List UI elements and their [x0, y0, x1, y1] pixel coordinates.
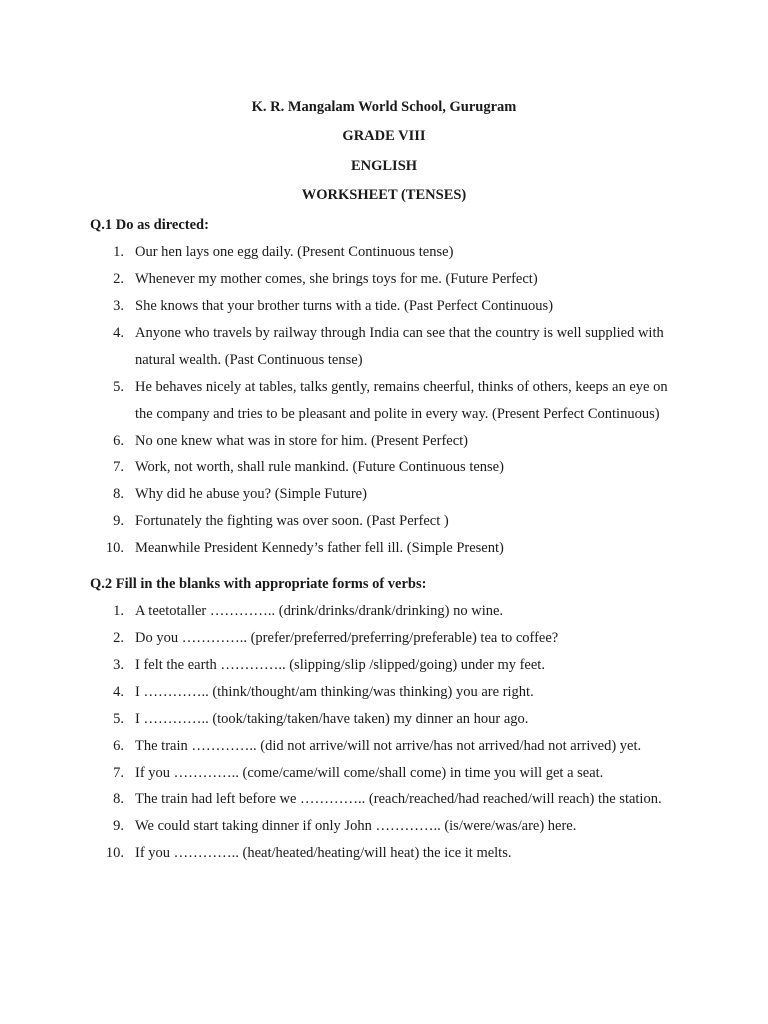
- q2-item: [90, 840, 678, 867]
- q2-item: [90, 652, 678, 679]
- item-number: 7.: [113, 764, 124, 781]
- q1-item: [90, 535, 678, 562]
- item-text: Do you ………….. (prefer/preferred/preferring/preferable) tea to coffee?: [135, 629, 559, 646]
- item-text: He behaves nicely at tables, talks gently, remains cheerful, thinks of others, keeps an eye on the company and tries to be pleasant and polite in every way. (Present Perfect Continuous): [135, 378, 668, 422]
- item-text: Why did he abuse you? (Simple Future): [135, 486, 367, 503]
- item-text: We could start taking dinner if only John ………….. (is/were/was/are) here.: [135, 818, 577, 835]
- q2-item: [90, 760, 678, 787]
- item-number: 5.: [113, 378, 124, 395]
- q1-list: [90, 239, 678, 562]
- q2-list: [90, 598, 678, 867]
- item-number: 1.: [113, 603, 124, 620]
- item-text: Meanwhile President Kennedy’s father fell ill. (Simple Present): [135, 540, 504, 557]
- item-number: 4.: [113, 324, 124, 341]
- item-number: 3.: [113, 656, 124, 673]
- item-text: Whenever my mother comes, she brings toys for me. (Future Perfect): [135, 271, 538, 288]
- item-text: Anyone who travels by railway through India can see that the country is well supplied with natural wealth. (Past Continuous tense): [135, 324, 664, 368]
- item-text: No one knew what was in store for him. (Present Perfect): [135, 432, 469, 449]
- item-number: 7.: [113, 459, 124, 476]
- item-text: I ………….. (took/taking/taken/have taken) my dinner an hour ago.: [135, 710, 529, 727]
- item-number: 10.: [105, 845, 124, 862]
- item-text: She knows that your brother turns with a tide. (Past Perfect Continuous): [135, 298, 554, 314]
- item-number: 8.: [113, 486, 124, 503]
- item-text: I ………….. (think/thought/am thinking/was thinking) you are right.: [135, 683, 534, 700]
- item-text: If you ………….. (come/came/will come/shall come) in time you will get a seat.: [135, 764, 604, 781]
- q2-item: [90, 679, 678, 706]
- school-name: K. R. Mangalam World School, Gurugram: [251, 99, 517, 115]
- item-text: If you ………….. (heat/heated/heating/will heat) the ice it melts.: [135, 845, 512, 862]
- q1-item: [90, 293, 678, 320]
- item-text: Work, not worth, shall rule mankind. (Future Continuous tense): [135, 459, 504, 476]
- item-text: I felt the earth ………….. (slipping/slip /slipped/going) under my feet.: [135, 656, 545, 673]
- q2-item: [90, 733, 678, 760]
- q2-item: [90, 813, 678, 840]
- item-number: 9.: [113, 513, 124, 530]
- item-number: 4.: [113, 683, 124, 700]
- q1-item: [90, 454, 678, 481]
- q2-item: [90, 706, 678, 733]
- item-number: 6.: [113, 737, 124, 754]
- q2-item: [90, 598, 678, 625]
- grade-title: GRADE VIII: [342, 128, 426, 145]
- q2-item: [90, 625, 678, 652]
- q1-item: [90, 374, 678, 428]
- q1-item: [90, 320, 678, 374]
- q1-item: [90, 266, 678, 293]
- q1-title: Q.1 Do as directed:: [90, 217, 209, 234]
- q2-item: [90, 786, 678, 813]
- q2-title: Q.2 Fill in the blanks with appropriate forms of verbs:: [90, 576, 427, 593]
- q1-item: [90, 428, 678, 455]
- item-number: 5.: [113, 710, 124, 727]
- item-number: 1.: [113, 244, 124, 261]
- item-number: 3.: [113, 298, 124, 314]
- item-number: 2.: [113, 629, 124, 646]
- q1-item: [90, 239, 678, 266]
- subject-title: ENGLISH: [350, 157, 418, 174]
- item-text: A teetotaller ………….. (drink/drinks/drank/drinking) no wine.: [135, 603, 504, 620]
- item-text: Fortunately the fighting was over soon. (Past Perfect ): [135, 513, 449, 530]
- q1-item: [90, 508, 678, 535]
- q1-item: [90, 481, 678, 508]
- item-number: 8.: [113, 791, 124, 808]
- worksheet-title: WORKSHEET (TENSES): [301, 186, 467, 203]
- item-number: 6.: [113, 432, 124, 449]
- item-text: The train had left before we ………….. (reach/reached/had reached/will reach) the station.: [135, 791, 662, 808]
- item-text: The train ………….. (did not arrive/will not arrive/has not arrived/had not arrived) yet.: [135, 737, 642, 754]
- item-number: 9.: [113, 818, 124, 835]
- item-number: 2.: [113, 271, 124, 288]
- item-number: 10.: [105, 540, 124, 557]
- item-text: Our hen lays one egg daily. (Present Continuous tense): [135, 244, 454, 261]
